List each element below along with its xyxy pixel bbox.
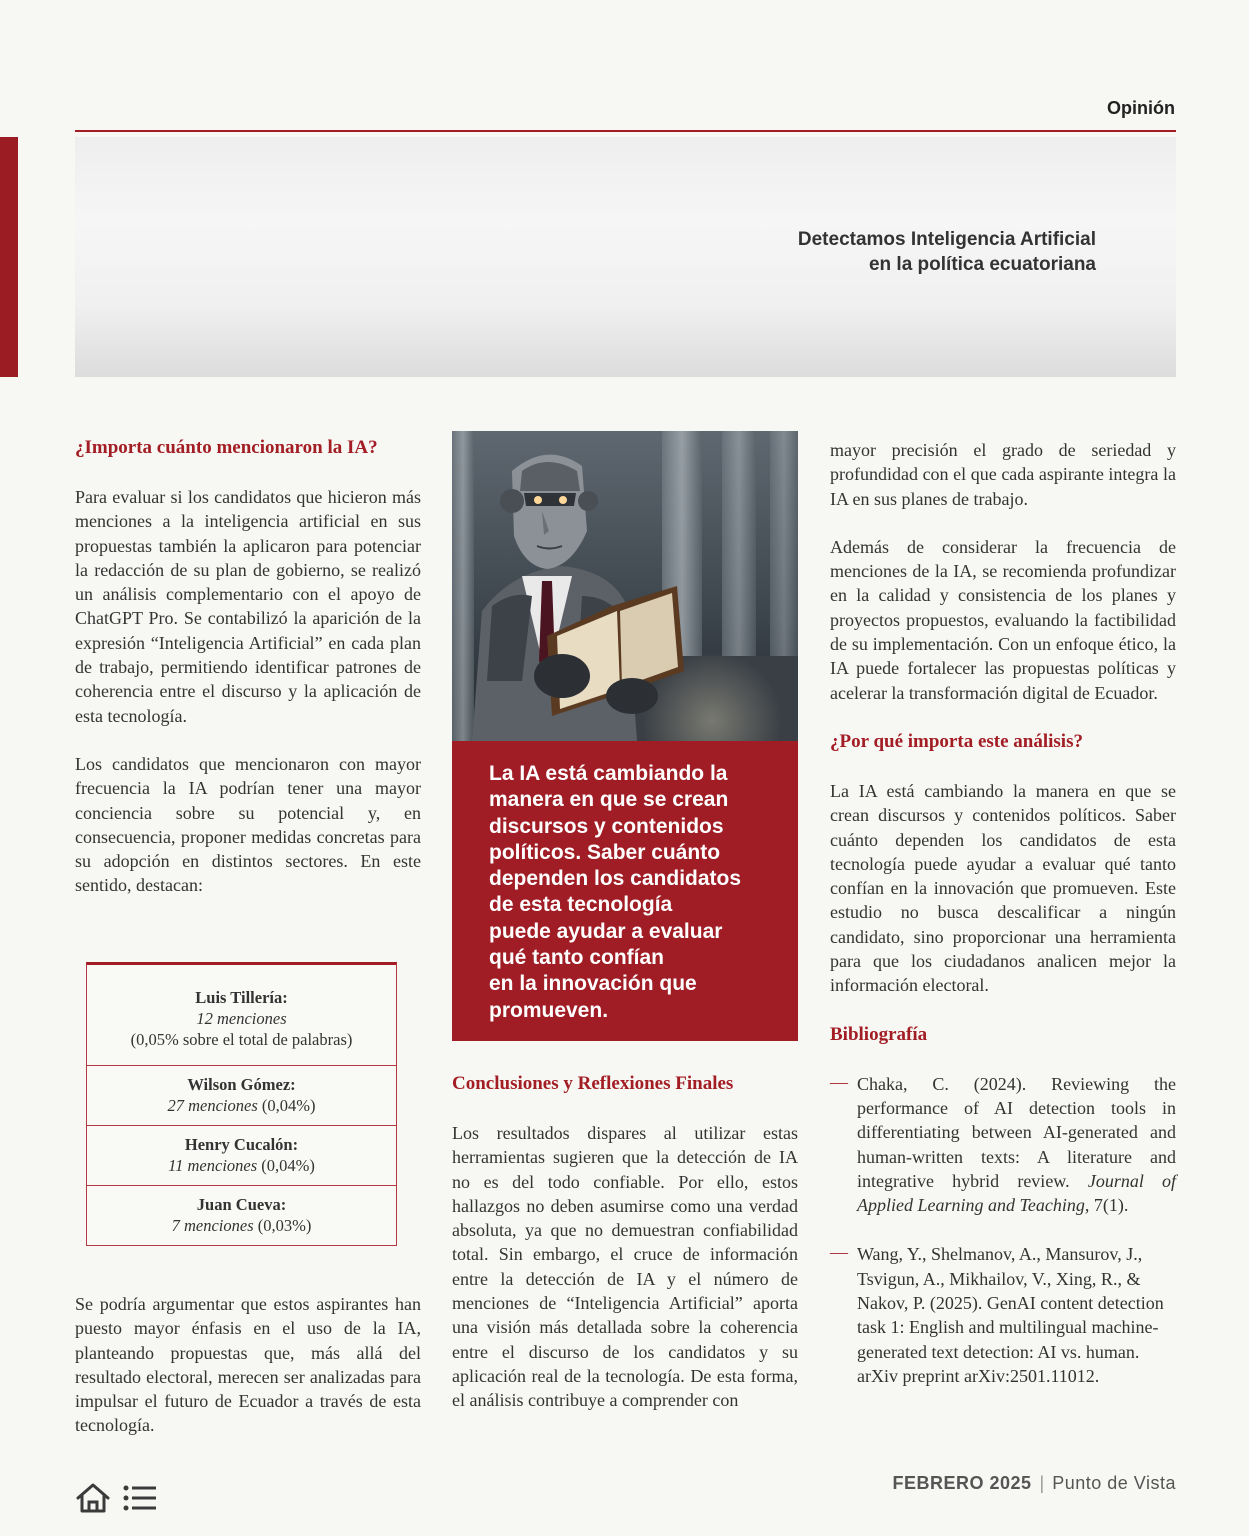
article-banner: [75, 137, 1176, 377]
menu-list-icon[interactable]: [123, 1484, 157, 1512]
column-left-bottom: [75, 1292, 421, 1438]
section-heading-importa: ¿Importa cuánto mencionaron la IA?: [75, 437, 378, 458]
paragraph: Para evaluar si los candidatos que hicieron más menciones a la inteligencia artificial en sus propuestas también la aplicaron para potenciar la redacción de su plan de gobierno, se realizó un análisis complementario con el apoyo de ChatGPT Pro. Se contabilizó la aparición de la expresión “Inteligencia Artificial” en cada plan de trabajo, permitiendo identificar patrones de coherencia entre el discurso y la aplicación de esta tecnología.: [75, 487, 421, 726]
candidate-name: Juan Cueva:: [196, 1195, 287, 1214]
mention-percent: (0,05% sobre el total de palabras): [130, 1030, 353, 1049]
candidate-name: Luis Tillería:: [195, 988, 288, 1007]
mention-row: [87, 1065, 396, 1125]
footer-issue: [892, 1473, 1176, 1494]
mention-row: [87, 1125, 396, 1185]
article-title-line1: Detectamos Inteligencia Artificial: [797, 229, 1096, 250]
column-left: [75, 436, 421, 898]
column-right: [830, 438, 1176, 1388]
paragraph: La IA está cambiando la manera en que se crean discursos y contenidos políticos. Saber cuánto dependen los candidatos de esta tecnología puede ayudar a evaluar qué tanto confían en la innovación que promueven. Este estudio no busca descalificar a ningún candidato, sino proporcionar una herramienta para que los ciudadanos analicen mejor la información electoral.: [830, 780, 1176, 996]
home-icon[interactable]: [75, 1482, 111, 1514]
robot-illustration: [452, 431, 798, 741]
journal-name: Journal of Applied Learning and Teaching: [857, 1170, 1177, 1216]
robot-reading-image: [452, 431, 798, 741]
section-heading-conclusiones: Conclusiones y Reflexiones Finales: [452, 1073, 734, 1094]
paragraph: Los resultados dispares al utilizar estas herramientas sugieren que la detección de IA no es del todo confiable. Por ello, estos hallazgos no deben asumirse como una verdad absoluta, ya que no demuestran confiabilidad total. Sin embargo, el cruce de información entre la detección de IA y el número de menciones de “Inteligencia Artificial” aporta una visión más detallada sobre la coherencia entre el discurso de los candidatos y su aplicación real de la tecnología. De esta forma, el análisis contribuye a comprender con: [452, 1123, 798, 1411]
mention-count: 27 menciones: [167, 1096, 258, 1115]
bibliography-text: Chaka, C. (2024). Reviewing the performance of AI detection tools in differentiating between AI-generated and human-written texts: A literature and integrative hybrid review. Journal of Applied Learning and Teaching, 7(1).: [857, 1073, 1177, 1216]
paragraph: Se podría argumentar que estos aspirantes han puesto mayor énfasis en el uso de la IA, planteando propuestas que, más allá del resultado electoral, merecen ser analizadas para impulsar el futuro de Ecuador a través de esta tecnología.: [75, 1294, 421, 1436]
section-heading-por-que: ¿Por qué importa este análisis?: [830, 730, 1083, 752]
bibliography-text: Wang, Y., Shelmanov, A., Mansurov, J., Tsvigun, A., Mikhailov, V., Xing, R., & Nakov, P. (2025). GenAI content detection task 1: English and multilingual machine-generated text detection: AI vs. human. arXiv preprint arXiv:2501.11012.: [857, 1244, 1164, 1386]
bullet-dash: —: [830, 1242, 848, 1263]
header-rule: [75, 130, 1176, 132]
mention-count: 11 menciones: [168, 1156, 258, 1175]
pull-quote-text: La IA está cambiando la manera en que se crean discursos y contenidos políticos. Saber cuánto dependen los candidatos de esta tecnología puede ayudar a evaluar qué tanto confían en la innovación que promueven.: [489, 762, 742, 1022]
paragraph: Además de considerar la frecuencia de menciones de la IA, se recomienda profundizar en la calidad y consistencia de los planes y proyectos propuestos, evaluando la factibilidad de su implementación. Con un enfoque ético, la IA puede fortalecer las propuestas políticas y acelerar la transformación digital de Ecuador.: [830, 536, 1176, 703]
bullet-dash: —: [830, 1071, 848, 1092]
mention-count: 12 menciones: [196, 1009, 287, 1028]
mention-percent: (0,04%): [261, 1096, 316, 1115]
candidate-name: Henry Cucalón:: [184, 1135, 299, 1154]
column-center: [452, 1072, 798, 1413]
mention-percent: (0,04%): [261, 1156, 315, 1175]
section-heading-bibliografia: Bibliografía: [830, 1023, 928, 1045]
article-title-line2: en la política ecuatoriana: [868, 254, 1096, 275]
pull-quote-box: [452, 741, 798, 1041]
article-title: [798, 227, 1096, 277]
mention-percent: (0,03%): [257, 1216, 312, 1235]
magazine-name: Punto de Vista: [1052, 1473, 1176, 1493]
issue-date: FEBRERO 2025: [892, 1473, 1032, 1493]
section-tag: Opinión: [1107, 98, 1175, 118]
paragraph: mayor precisión el grado de seriedad y profundidad con el que cada aspirante integra la IA en sus planes de trabajo.: [830, 440, 1176, 509]
candidate-name: Wilson Gómez:: [187, 1075, 296, 1094]
red-sidebar-accent: [0, 137, 18, 377]
footer-separator: |: [1039, 1473, 1045, 1493]
bibliography-item: [830, 1242, 1176, 1388]
mention-count: 7 menciones: [171, 1216, 254, 1235]
mention-row: [87, 1185, 396, 1245]
mentions-table: [86, 962, 397, 1246]
mention-row: [87, 965, 396, 1065]
paragraph: Los candidatos que mencionaron con mayor frecuencia la IA podrían tener una mayor conciencia sobre su potencial y, en consecuencia, proponer medidas concretas para su adopción en distintos sectores. En este sentido, destacan:: [75, 753, 421, 896]
bibliography-item: [830, 1072, 1176, 1218]
